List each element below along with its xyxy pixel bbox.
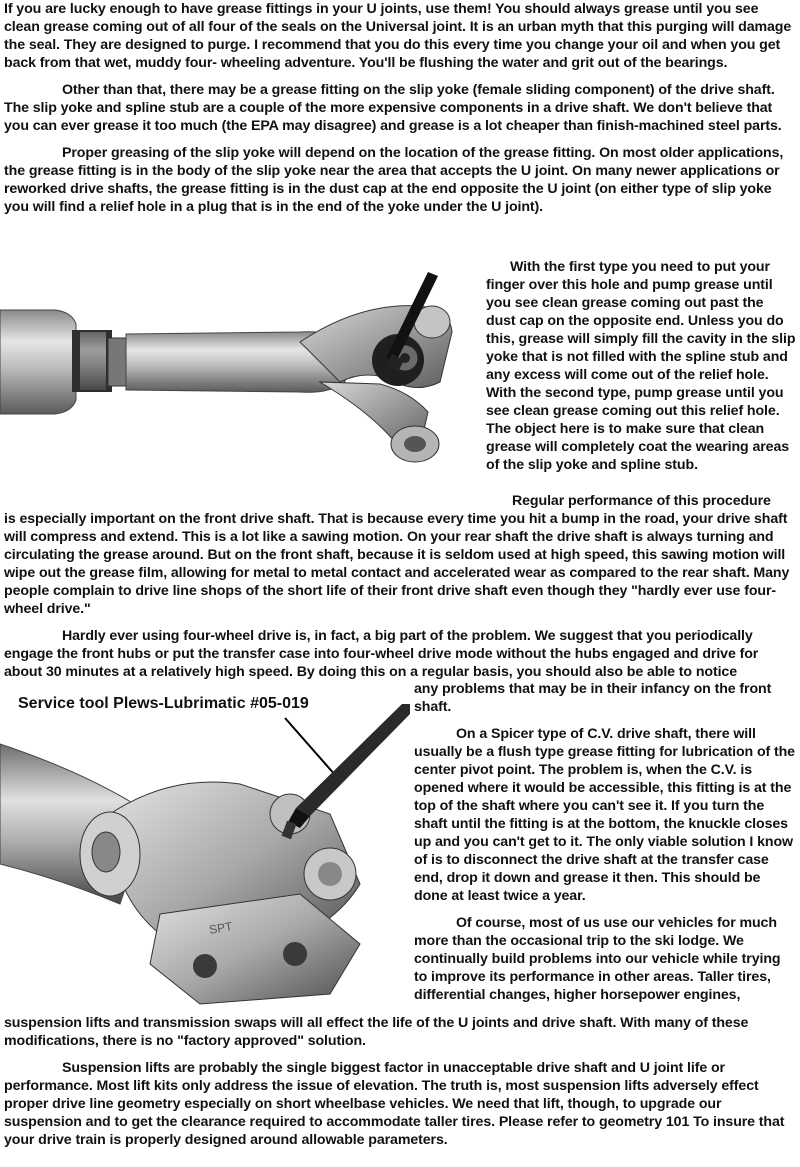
text-block-right-1 [486,258,796,474]
text-block-middle [4,492,796,681]
paragraph-grease-fitting-location: Proper greasing of the slip yoke will depend on the location of the grease fitting. On most older applications, the grease fitting is in the body of the slip yoke near the area that accepts the U joint. On many newer applications or reworked drive shafts, the grease fitting is in the dust cap at the end opposite the U joint (on either type of slip yoke you will find a relief hole in a plug that is in the end of the yoke under the U joint). [4,145,784,215]
paragraph-regular-performance: is especially important on the front drive shaft. That is because every time you hit a bump in the road, your drive shaft will compress and extend. This is a lot like a sawing motion. On your rear shaft the drive shaft is always turning and circulating the grease around. But on the front shaft, because it is seldom used at high speed, this sawing motion will wipe out the grease film, allowing for metal to metal contact and accelerated wear as compared to the rear shaft. Many people complain to drive line shops of the short life of their front drive shaft even though they "hardly ever use four-wheel drive." [4,511,790,617]
paragraph-suspension-lifts: Suspension lifts are probably the single biggest factor in unacceptable drive shaft and U joint life or performance. Most lift kits only address the issue of elevation. The truth is, most suspension lifts adversely effect proper drive line geometry especially on short wheelbase vehicles. We need that lift, though, to upgrade our suspension and to get the clearance required to accommodate taller tires. Please refer to geometry 101 To insure that your drive train is properly designed around allowable parameters. [4,1060,785,1148]
text-block-bottom [4,1014,796,1149]
slip-yoke-photo [0,272,480,482]
paragraph-spicer-cv: On a Spicer type of C.V. drive shaft, there will usually be a flush type grease fitting for lubrication of the center pivot point. The problem is, when the C.V. is opened where it would be accessible, this fitting is at the top of the shaft where you can't see it. If you turn the shaft until the fitting is at the bottom, the knuckle closes up and you can't get to it. The only viable solution I know of is to disconnect the drive shaft at the transfer case end, drop it down and grease it then. This should be done at least twice a year. [414,726,795,904]
text-block-top [4,0,796,216]
cv-driveshaft-photo [0,704,410,1020]
paragraph-regular-performance-lead: Regular performance of this procedure [512,493,771,509]
paragraph-notice-problems: any problems that may be in their infancy on the front shaft. [414,681,772,715]
paragraph-first-type: With the first type you need to put your finger over this hole and pump grease until you see clean grease coming out past the dust cap on the opposite end. Unless you do this, grease will simply fill the cavity in the slip yoke that is not filled with the spline stub and any excess will come out of the relief hole. With the second type, pump grease until you see clean grease coming out this relief hole. The object here is to make sure that clean grease will completely coat the wearing areas of the slip yoke and spline stub. [486,259,796,473]
text-block-right-2 [414,680,796,1004]
paragraph-modifications: suspension lifts and transmission swaps will all effect the life of the U joints and drive shaft. With many of these modifications, there is no "factory approved" solution. [4,1015,749,1049]
paragraph-ujoint-grease: If you are lucky enough to have grease fittings in your U joints, use them! You should always grease until you see clean grease coming out of all four of the seals on the Universal joint. It is an urban myth that this purging will damage the seal. They are designed to purge. I recommend that you do this every time you change your oil and when you get back from that wet, muddy four- wheeling adventure. You'll be flushing the water and grit out of the bearings. [4,1,792,71]
svg-text:SPT: SPT [208,919,234,937]
paragraph-four-wheel-drive: Hardly ever using four-wheel drive is, in fact, a big part of the problem. We suggest that you periodically engage the front hubs or put the transfer case into four-wheel drive mode without the hubs engaged and drive for about 30 minutes at a relatively high speed. By doing this on a regular basis, you should also be able to notice [4,628,759,680]
figure-caption: Service tool Plews-Lubrimatic #05-019 [18,695,309,712]
paragraph-of-course: Of course, most of us use our vehicles for much more than the occasional trip to the ski lodge. We continually build problems into our vehicle while trying to improve its performance in other areas. Taller tires, differential changes, higher horsepower engines, [414,915,781,1003]
paragraph-slip-yoke: Other than that, there may be a grease fitting on the slip yoke (female sliding component) of the drive shaft. The slip yoke and spline stub are a couple of the more expensive components in a drive shaft. We don't believe that you can ever grease it too much (the EPA may disagree) and grease is a lot cheaper than finish-machined steel parts. [4,82,782,134]
